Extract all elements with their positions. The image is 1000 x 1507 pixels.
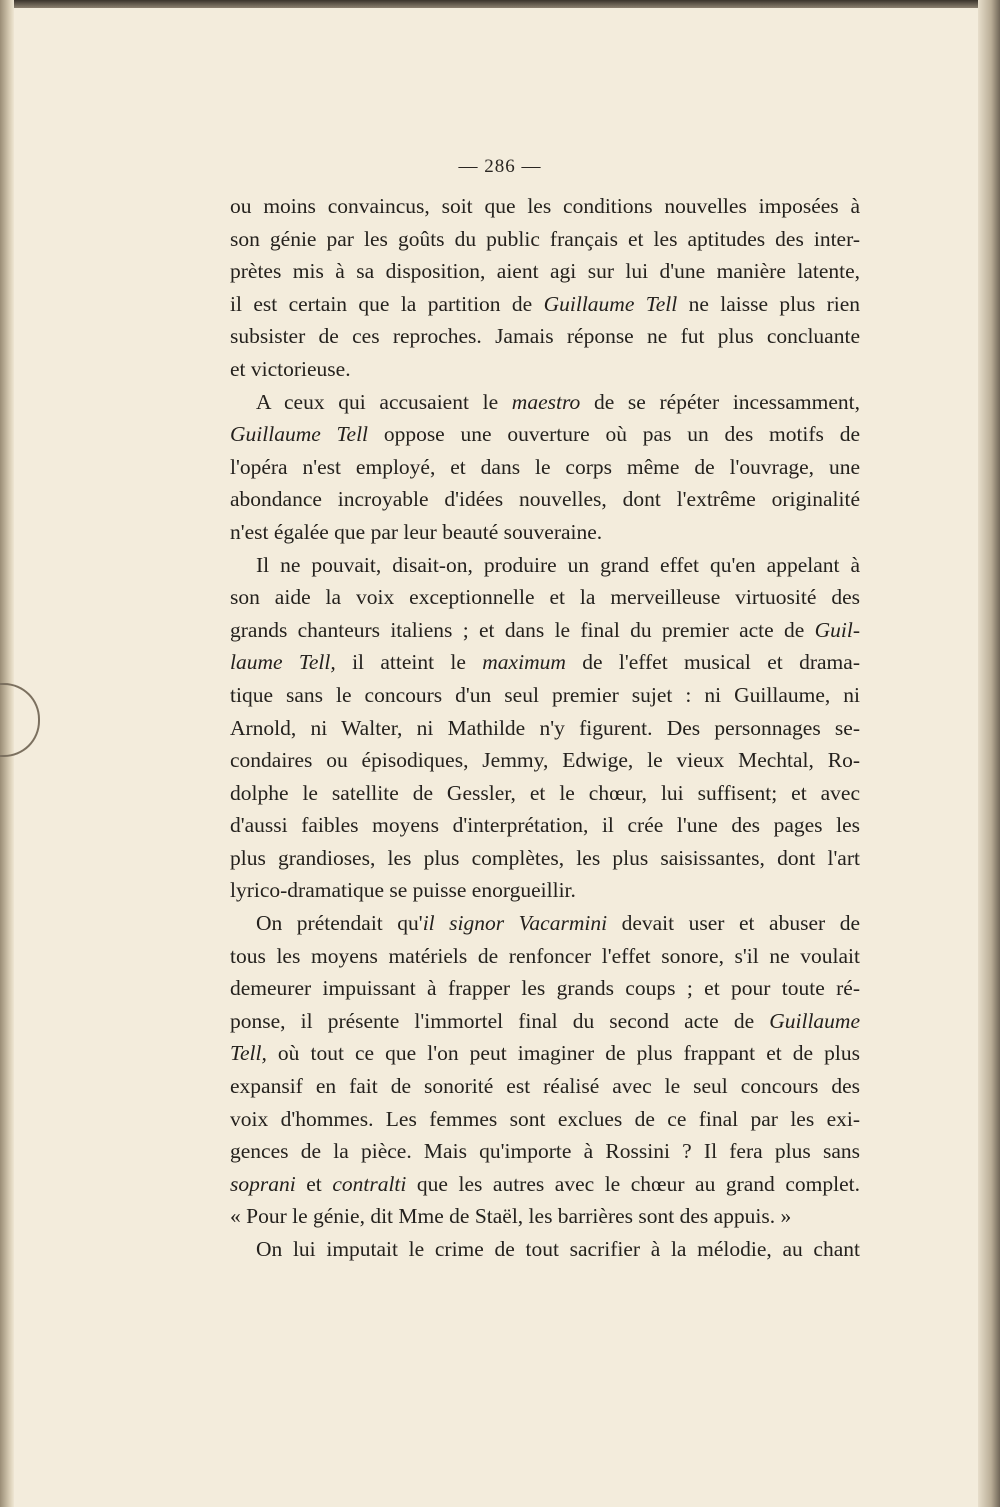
- text-line: [230, 255, 860, 288]
- text-segment: gences de la pièce. Mais qu'importe à Rossini ? Il fera plus sans: [230, 1139, 860, 1164]
- text-line: [230, 516, 860, 549]
- italic-text: laume Tell,: [230, 650, 336, 675]
- text-segment: dolphe le satellite de Gessler, et le chœur, lui suffisent; et avec: [230, 780, 860, 805]
- text-segment: tique sans le concours d'un seul premier sujet : ni Guillaume, ni: [230, 682, 860, 707]
- text-segment: lyrico-dramatique se puisse enorgueillir.: [230, 878, 576, 903]
- text-segment: « Pour le génie, dit Mme de Staël, les barrières sont des appuis. »: [230, 1204, 792, 1229]
- text-segment: d'aussi faibles moyens d'interprétation, il crée l'une des pages les: [230, 813, 860, 838]
- text-line: [230, 842, 860, 875]
- italic-text: maestro: [511, 389, 581, 414]
- text-line: [230, 581, 860, 614]
- text-segment: Arnold, ni Walter, ni Mathilde n'y figurent. Des personnages se-: [230, 715, 860, 740]
- text-segment: demeurer impuissant à frapper les grands coups ; et pour toute ré-: [230, 976, 860, 1001]
- text-segment: A ceux qui accusaient le: [256, 389, 512, 414]
- text-segment: son aide la voix exceptionnelle et la merveilleuse virtuosité des: [230, 585, 860, 610]
- italic-text: il signor Vacarmini: [422, 911, 608, 936]
- text-line: [230, 1233, 860, 1266]
- text-line: [230, 1103, 860, 1136]
- text-line: [230, 1168, 860, 1201]
- text-segment: son génie par les goûts du public français et les aptitudes des inter-: [230, 226, 860, 251]
- text-line: [230, 190, 860, 223]
- text-line: [230, 907, 860, 940]
- page-right-edge: [978, 0, 1000, 1507]
- italic-text: Guillaume Tell: [230, 422, 369, 447]
- text-segment: expansif en fait de sonorité est réalisé avec le seul concours des: [230, 1074, 860, 1099]
- text-line: [230, 549, 860, 582]
- text-line: [230, 1070, 860, 1103]
- text-segment: de l'effet musical et drama-: [565, 650, 860, 675]
- text-line: [230, 972, 860, 1005]
- text-segment: prètes mis à sa disposition, aient agi sur lui d'une manière latente,: [230, 259, 860, 284]
- text-segment: n'est égalée que par leur beauté souveraine.: [230, 519, 603, 544]
- text-segment: où tout ce que l'on peut imaginer de plus frappant et de plus: [266, 1041, 860, 1066]
- italic-text: maximum: [482, 650, 566, 675]
- text-segment: Il ne pouvait, disait-on, produire un grand effet qu'en appelant à: [256, 552, 860, 577]
- text-line: [230, 777, 860, 810]
- text-segment: et: [295, 1171, 333, 1196]
- text-segment: l'opéra n'est employé, et dans le corps même de l'ouvrage, une: [230, 454, 860, 479]
- italic-text: contralti: [332, 1171, 407, 1196]
- text-segment: On lui imputait le crime de tout sacrifier à la mélodie, au chant: [256, 1237, 860, 1261]
- text-line: [230, 1037, 860, 1070]
- text-line: [230, 320, 860, 353]
- text-segment: grands chanteurs italiens ; et dans le final du premier acte de: [230, 617, 815, 642]
- text-line: [230, 646, 860, 679]
- text-segment: devait user et abuser de: [607, 911, 860, 936]
- text-line: [230, 483, 860, 516]
- body-text: [230, 190, 860, 1266]
- text-segment: et victorieuse.: [230, 356, 351, 381]
- italic-text: Guil-: [814, 617, 860, 642]
- text-line: [230, 1005, 860, 1038]
- text-segment: voix d'hommes. Les femmes sont exclues de ce final par les exi-: [230, 1106, 860, 1131]
- binding-clip: [0, 683, 40, 757]
- text-segment: On prétendait qu': [256, 911, 423, 936]
- text-segment: il atteint le: [335, 650, 483, 675]
- text-line: [230, 1135, 860, 1168]
- text-line: [230, 809, 860, 842]
- text-line: [230, 874, 860, 907]
- text-segment: subsister de ces reproches. Jamais réponse ne fut plus concluante: [230, 324, 860, 349]
- text-segment: ne laisse plus rien: [677, 291, 860, 316]
- text-line: [230, 744, 860, 777]
- italic-text: Guillaume: [769, 1008, 860, 1033]
- text-line: [230, 1200, 860, 1233]
- text-line: [230, 712, 860, 745]
- text-line: [230, 940, 860, 973]
- text-segment: condaires ou épisodiques, Jemmy, Edwige, le vieux Mechtal, Ro-: [230, 748, 860, 773]
- text-segment: oppose une ouverture où pas un des motifs de: [368, 422, 860, 447]
- text-line: [230, 386, 860, 419]
- text-line: [230, 288, 860, 321]
- text-segment: plus grandioses, les plus complètes, les plus saisissantes, dont l'art: [230, 845, 860, 870]
- text-segment: que les autres avec le chœur au grand complet.: [406, 1171, 860, 1196]
- text-segment: abondance incroyable d'idées nouvelles, dont l'extrême originalité: [230, 487, 860, 512]
- text-segment: de se répéter incessamment,: [580, 389, 861, 414]
- italic-text: soprani: [230, 1171, 296, 1196]
- text-line: [230, 614, 860, 647]
- text-line: [230, 223, 860, 256]
- page-number: — 286 —: [458, 156, 542, 177]
- text-segment: tous les moyens matériels de renfoncer l'effet sonore, s'il ne voulait: [230, 943, 860, 968]
- text-line: [230, 679, 860, 712]
- text-line: [230, 418, 860, 451]
- text-segment: ou moins convaincus, soit que les conditions nouvelles imposées à: [230, 194, 860, 218]
- italic-text: Guillaume Tell: [543, 291, 678, 316]
- text-segment: ponse, il présente l'immortel final du second acte de: [230, 1008, 770, 1033]
- text-line: [230, 451, 860, 484]
- text-segment: il est certain que la partition de: [230, 291, 544, 316]
- page-top-edge: [0, 0, 1000, 8]
- text-line: [230, 353, 860, 386]
- italic-text: Tell,: [230, 1041, 267, 1066]
